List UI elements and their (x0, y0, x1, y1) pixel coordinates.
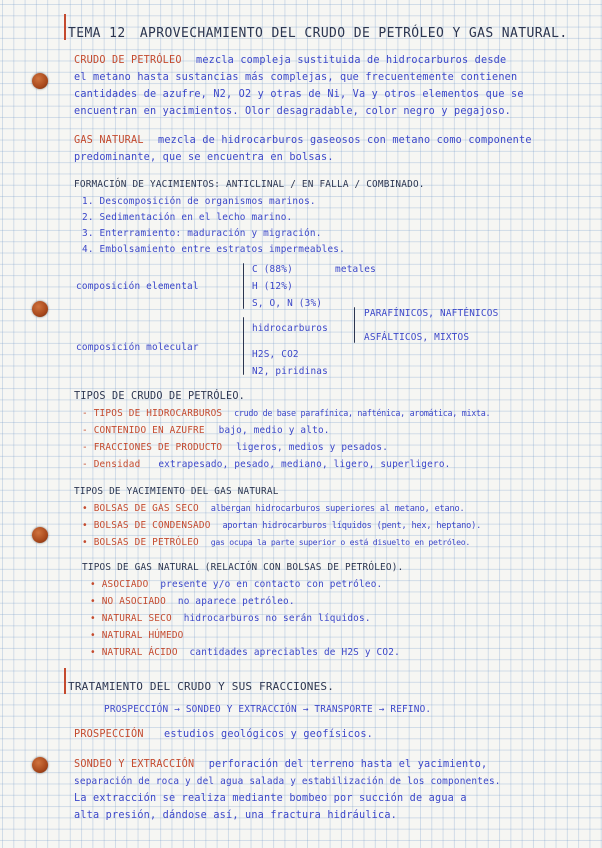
binder-hole (32, 527, 48, 543)
hidro-item-1: PARAFÍNICOS, NAFTÉNICOS (364, 308, 499, 319)
formacion-item-3: 3. Enterramiento: maduración y migración. (82, 228, 322, 239)
tipos-crudo-key: - CONTENIDO EN AZUFRE (82, 425, 205, 436)
formacion-heading: FORMACIÓN DE YACIMIENTOS: ANTICLINAL / EN FALLA / COMBINADO. (74, 179, 425, 190)
prospeccion-def: estudios geológicos y geofísicos. (164, 729, 374, 740)
tipos-gas-row (90, 580, 382, 589)
tipos-crudo-val: ligeros, medios y pesados. (236, 442, 389, 453)
hidro-item-2: ASFÁLTICOS, MIXTOS (364, 332, 470, 343)
tipos-yacimiento-key: • BOLSAS DE PETRÓLEO (82, 537, 199, 548)
tipos-gas-row (90, 631, 184, 640)
tipos-yacimiento-val: albergan hidrocarburos superiores al metano, etano. (210, 504, 465, 514)
section-bar-mark (64, 668, 66, 694)
sondeo-def-3: La extracción se realiza mediante bombeo por succión de agua a (74, 793, 467, 804)
title-bar-mark (64, 14, 66, 40)
sondeo-line-1 (74, 760, 487, 770)
tipos-gas-val: cantidades apreciables de H2S y CO2. (189, 647, 400, 658)
formacion-item-4: 4. Embolsamiento entre estratos impermeables. (82, 244, 345, 255)
comp-molecular-item-1: H2S, CO2 (252, 349, 299, 360)
tipos-crudo-key: - TIPOS DE HIDROCARBUROS (82, 408, 223, 419)
gas-def-2: predominante, que se encuentra en bolsas. (74, 152, 334, 163)
tipos-crudo-row (82, 460, 451, 469)
sondeo-def-1: perforación del terreno hasta el yacimiento, (208, 759, 488, 770)
sondeo-def-4: alta presión, dándose así, una fractura hidráulica. (74, 810, 398, 821)
comp-molecular-bracket (243, 317, 244, 375)
comp-elemental-note: metales (335, 264, 376, 275)
comp-elemental-bracket (243, 263, 244, 309)
sondeo-term: SONDEO Y EXTRACCIÓN (74, 759, 195, 770)
title-text: APROVECHAMIENTO DEL CRUDO DE PETRÓLEO Y GAS NATURAL. (139, 26, 568, 41)
crudo-def-4: encuentran en yacimientos. Olor desagradable, color negro y pegajoso. (74, 106, 512, 117)
tipos-crudo-row (82, 443, 388, 452)
formacion-item-1: 1. Descomposición de organismos marinos. (82, 196, 316, 207)
tipos-gas-val: hidrocarburos no serán líquidos. (183, 613, 371, 624)
tratamiento-heading: TRATAMIENTO DEL CRUDO Y SUS FRACCIONES. (68, 680, 335, 693)
tipos-yacimiento-val: gas ocupa la parte superior o está disuelto en petróleo. (210, 537, 470, 547)
tipos-crudo-val: crudo de base parafínica, nafténica, aromática, mixta. (234, 408, 491, 418)
tipos-yacimiento-key: • BOLSAS DE GAS SECO (82, 503, 199, 514)
tipos-gas-row (90, 597, 295, 606)
tipos-crudo-key: - FRACCIONES DE PRODUCTO (82, 442, 223, 453)
tipos-yacimiento-row (82, 504, 464, 514)
tipos-yacimiento-val: aportan hidrocarburos líquidos (pent, hex, heptano). (222, 521, 482, 531)
comp-molecular-item-2: N2, piridinas (252, 366, 328, 377)
tipos-yacimiento-key: • BOLSAS DE CONDENSADO (82, 520, 211, 531)
tipos-gas-heading: TIPOS DE GAS NATURAL (RELACIÓN CON BOLSAS DE PETRÓLEO). (82, 562, 404, 573)
tipos-gas-val: no aparece petróleo. (177, 596, 295, 607)
tipos-crudo-val: extrapesado, pesado, mediano, ligero, superligero. (158, 459, 451, 470)
crudo-line-1 (74, 56, 506, 66)
comp-elemental-item-3: S, O, N (3%) (252, 298, 323, 309)
tipos-yacimiento-row (82, 521, 481, 531)
tipos-crudo-val: bajo, medio y alto. (218, 425, 330, 436)
tipos-gas-key: • NATURAL ÁCIDO (90, 647, 178, 658)
crudo-def-3: cantidades de azufre, N2, O2 y otras de Ni, Va y otros elementos que se (74, 89, 524, 100)
formacion-item-2: 2. Sedimentación en el lecho marino. (82, 212, 293, 223)
comp-elemental-item-2: H (12%) (252, 281, 293, 292)
tratamiento-flow: PROSPECCIÓN → SONDEO Y EXTRACCIÓN → TRANSPORTE → REFINO. (104, 704, 432, 715)
gas-term: GAS NATURAL (74, 135, 144, 146)
crudo-def-1: mezcla compleja sustituida de hidrocarburos desde (196, 55, 507, 66)
gas-def-1: mezcla de hidrocarburos gaseosos con metano como componente (158, 135, 532, 146)
crudo-term: CRUDO DE PETRÓLEO (74, 55, 182, 66)
tipos-gas-key: • NATURAL SECO (90, 613, 172, 624)
comp-elemental-label: composición elemental (76, 281, 199, 292)
comp-molecular-hidro: hidrocarburos (252, 323, 328, 334)
gas-line-1 (74, 136, 532, 146)
tipos-gas-key: • ASOCIADO (90, 579, 149, 590)
tipos-gas-row (90, 648, 400, 657)
comp-elemental-item-1: C (88%) (252, 264, 293, 275)
tipos-gas-val: presente y/o en contacto con petróleo. (160, 579, 383, 590)
tipos-crudo-key: - Densidad (82, 459, 141, 470)
tipos-crudo-row (82, 409, 490, 418)
tipos-gas-key: • NO ASOCIADO (90, 596, 166, 607)
binder-hole (32, 757, 48, 773)
crudo-def-2: el metano hasta sustancias más complejas, que frecuentemente contienen (74, 72, 518, 83)
tipos-gas-row (90, 614, 371, 623)
prospeccion-line (74, 730, 373, 740)
binder-hole (32, 301, 48, 317)
page-title (68, 27, 568, 40)
tipos-crudo-row (82, 426, 330, 435)
tipos-yacimiento-heading: TIPOS DE YACIMIENTO DEL GAS NATURAL (74, 486, 279, 497)
tipos-yacimiento-row (82, 538, 470, 547)
binder-hole (32, 73, 48, 89)
sondeo-def-2: separación de roca y del agua salada y estabilización de los componentes. (74, 776, 501, 787)
prospeccion-term: PROSPECCIÓN (74, 729, 144, 740)
tipos-crudo-heading: TIPOS DE CRUDO DE PETRÓLEO. (74, 391, 246, 402)
title-prefix: TEMA 12 (68, 26, 126, 41)
tipos-gas-key: • NATURAL HÚMEDO (90, 630, 184, 641)
hidro-bracket (354, 307, 355, 343)
comp-molecular-label: composición molecular (76, 342, 199, 353)
